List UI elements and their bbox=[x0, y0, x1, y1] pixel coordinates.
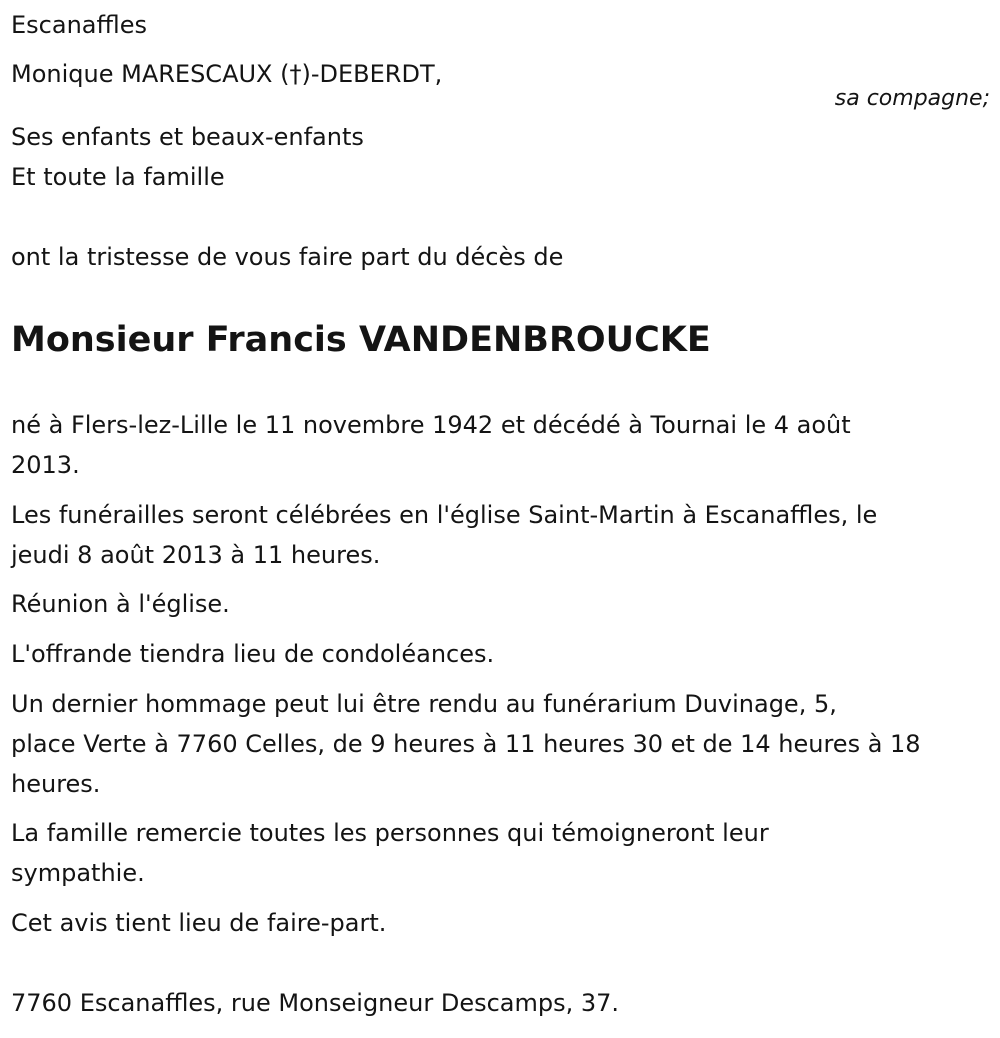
funeral-line-2: jeudi 8 août 2013 à 11 heures. bbox=[11, 541, 381, 569]
funeral-line-1: Les funérailles seront célébrées en l'église Saint-Martin à Escanaffles, le bbox=[11, 501, 878, 529]
offering-line: L'offrande tiendra lieu de condoléances. bbox=[11, 640, 495, 668]
announcement: ont la tristesse de vous faire part du décès de bbox=[11, 243, 564, 271]
children-line: Ses enfants et beaux-enfants bbox=[11, 123, 364, 151]
companion-role: sa compagne; bbox=[834, 86, 990, 111]
meeting-line: Réunion à l'église. bbox=[11, 590, 230, 618]
tribute-line-2: place Verte à 7760 Celles, de 9 heures à 11 heures 30 et de 14 heures à 18 bbox=[11, 730, 921, 758]
deceased-name: Monsieur Francis VANDENBROUCKE bbox=[11, 320, 711, 360]
thanks-line-1: La famille remercie toutes les personnes qui témoigneront leur bbox=[11, 819, 769, 847]
header-place: Escanaffles bbox=[11, 11, 147, 39]
family-line: Et toute la famille bbox=[11, 163, 225, 191]
tribute-line-1: Un dernier hommage peut lui être rendu au funérarium Duvinage, 5, bbox=[11, 690, 837, 718]
birth-death-line-2: 2013. bbox=[11, 451, 80, 479]
address-line: 7760 Escanaffles, rue Monseigneur Descamps, 37. bbox=[11, 989, 620, 1017]
companion-name: Monique MARESCAUX (†)-DEBERDT, bbox=[11, 60, 443, 88]
birth-death-line-1: né à Flers-lez-Lille le 11 novembre 1942 et décédé à Tournai le 4 août bbox=[11, 411, 851, 439]
notice-line: Cet avis tient lieu de faire-part. bbox=[11, 909, 387, 937]
tribute-line-3: heures. bbox=[11, 770, 101, 798]
thanks-line-2: sympathie. bbox=[11, 859, 145, 887]
